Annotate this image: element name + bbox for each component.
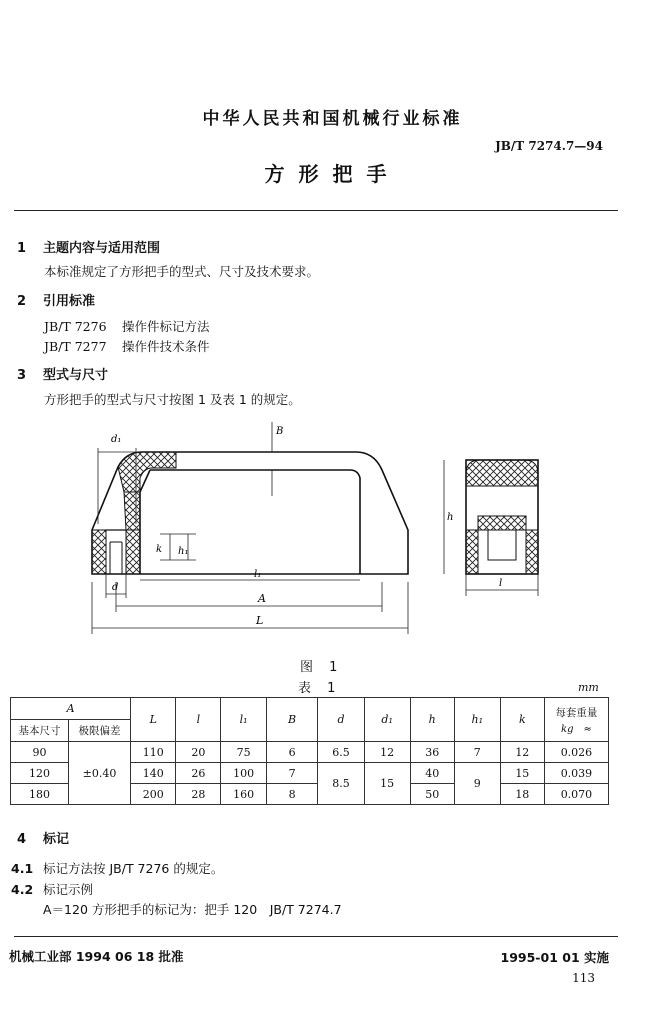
header-h1: h₁ — [454, 698, 500, 742]
reference-name: 操作件技术条件 — [122, 339, 210, 354]
cell-d1: 15 — [364, 763, 410, 805]
section-title: 主题内容与适用范围 — [43, 241, 161, 256]
marking-example: A＝120 方形把手的标记为：把手 120 JB/T 7274.7 — [43, 902, 342, 917]
standard-number: JB/T 7274.7—94 — [495, 139, 603, 153]
cell-L: 200 — [131, 784, 176, 805]
label-h1: h₁ — [178, 546, 189, 557]
subsection-text: 标记方法按 JB/T 7276 的规定。 — [43, 861, 224, 876]
cell-k: 18 — [500, 784, 544, 805]
section-title: 标记 — [43, 832, 70, 847]
header-h: h — [410, 698, 454, 742]
section-number: 2 — [17, 294, 27, 309]
effective-date: 1995-01 01 实施 — [500, 950, 609, 965]
section-2-heading — [17, 290, 95, 309]
cell-A: 90 — [11, 742, 69, 763]
cell-l: 28 — [176, 784, 221, 805]
cell-B: 7 — [266, 763, 318, 784]
section-1-heading — [17, 237, 160, 256]
table-row — [11, 742, 609, 763]
label-h: h — [447, 512, 454, 523]
header-rule — [14, 210, 618, 211]
cell-L: 110 — [131, 742, 176, 763]
header-base-size: 基本尺寸 — [11, 720, 69, 742]
cell-l1: 100 — [221, 763, 266, 784]
weight-unit: kg ≈ — [561, 723, 592, 735]
subsection-4-2 — [11, 880, 93, 898]
header-B: B — [266, 698, 318, 742]
header-l: l — [176, 698, 221, 742]
cell-l: 20 — [176, 742, 221, 763]
section-number: 3 — [17, 368, 27, 383]
section-3-text: 方形把手的型式与尺寸按图 1 及表 1 的规定。 — [44, 392, 301, 407]
reference-1 — [44, 317, 210, 335]
cell-h: 36 — [410, 742, 454, 763]
cell-l: 26 — [176, 763, 221, 784]
header-L: L — [131, 698, 176, 742]
cell-L: 140 — [131, 763, 176, 784]
table-caption: 表 1 — [298, 681, 342, 696]
cell-weight: 0.039 — [544, 763, 608, 784]
subsection-4-1 — [11, 859, 223, 877]
page-number: 113 — [572, 971, 595, 985]
cell-k: 12 — [500, 742, 544, 763]
footer-rule — [14, 936, 618, 937]
document-title: 方形把手 — [264, 162, 401, 186]
section-number: 4 — [17, 832, 27, 847]
header-weight — [544, 698, 608, 742]
header-d: d — [318, 698, 364, 742]
reference-name: 操作件标记方法 — [122, 319, 210, 334]
label-L: L — [256, 614, 264, 627]
header-d1: d₁ — [364, 698, 410, 742]
cell-B: 6 — [266, 742, 318, 763]
cell-h: 40 — [410, 763, 454, 784]
label-l: l — [499, 578, 503, 589]
approval-date: 机械工业部 1994 06 18 批准 — [9, 949, 184, 964]
issuing-organization: 中华人民共和国机械行业标准 — [202, 109, 463, 129]
header-A: A — [11, 698, 131, 720]
weight-label: 每套重量 — [555, 706, 598, 719]
cell-d1: 12 — [364, 742, 410, 763]
cell-h: 50 — [410, 784, 454, 805]
header-k: k — [500, 698, 544, 742]
label-d1: d₁ — [111, 434, 122, 445]
section-title: 引用标准 — [43, 294, 96, 309]
label-k: k — [156, 544, 163, 555]
cell-A: 180 — [11, 784, 69, 805]
section-3-heading — [17, 364, 108, 383]
header-l1: l₁ — [221, 698, 266, 742]
cell-l1: 160 — [221, 784, 266, 805]
reference-2 — [44, 337, 210, 355]
section-number: 1 — [17, 241, 27, 256]
section-4-heading — [17, 828, 69, 847]
cell-weight: 0.026 — [544, 742, 608, 763]
label-d: d — [112, 582, 119, 593]
subsection-number: 4.1 — [11, 861, 34, 876]
figure-1-drawing — [0, 412, 665, 648]
cell-l1: 75 — [221, 742, 266, 763]
subsection-text: 标记示例 — [43, 882, 94, 897]
reference-code: JB/T 7276 — [44, 319, 107, 334]
header-tolerance: 极限偏差 — [68, 720, 130, 742]
cell-h1: 7 — [454, 742, 500, 763]
label-l1: l₁ — [254, 569, 262, 580]
section-title: 型式与尺寸 — [43, 368, 109, 383]
label-B: B — [276, 426, 284, 437]
dimensions-table — [10, 697, 609, 805]
subsection-number: 4.2 — [11, 882, 34, 897]
cell-weight: 0.070 — [544, 784, 608, 805]
cell-B: 8 — [266, 784, 318, 805]
cell-d: 8.5 — [318, 763, 364, 805]
cell-h1: 9 — [454, 763, 500, 805]
cell-d: 6.5 — [318, 742, 364, 763]
cell-tolerance: ±0.40 — [68, 742, 130, 805]
figure-caption: 图 1 — [300, 660, 344, 675]
table-unit: mm — [578, 681, 599, 694]
label-A: A — [258, 592, 266, 605]
section-1-text: 本标准规定了方形把手的型式、尺寸及技术要求。 — [44, 264, 320, 279]
cell-A: 120 — [11, 763, 69, 784]
reference-code: JB/T 7277 — [44, 339, 107, 354]
cell-k: 15 — [500, 763, 544, 784]
